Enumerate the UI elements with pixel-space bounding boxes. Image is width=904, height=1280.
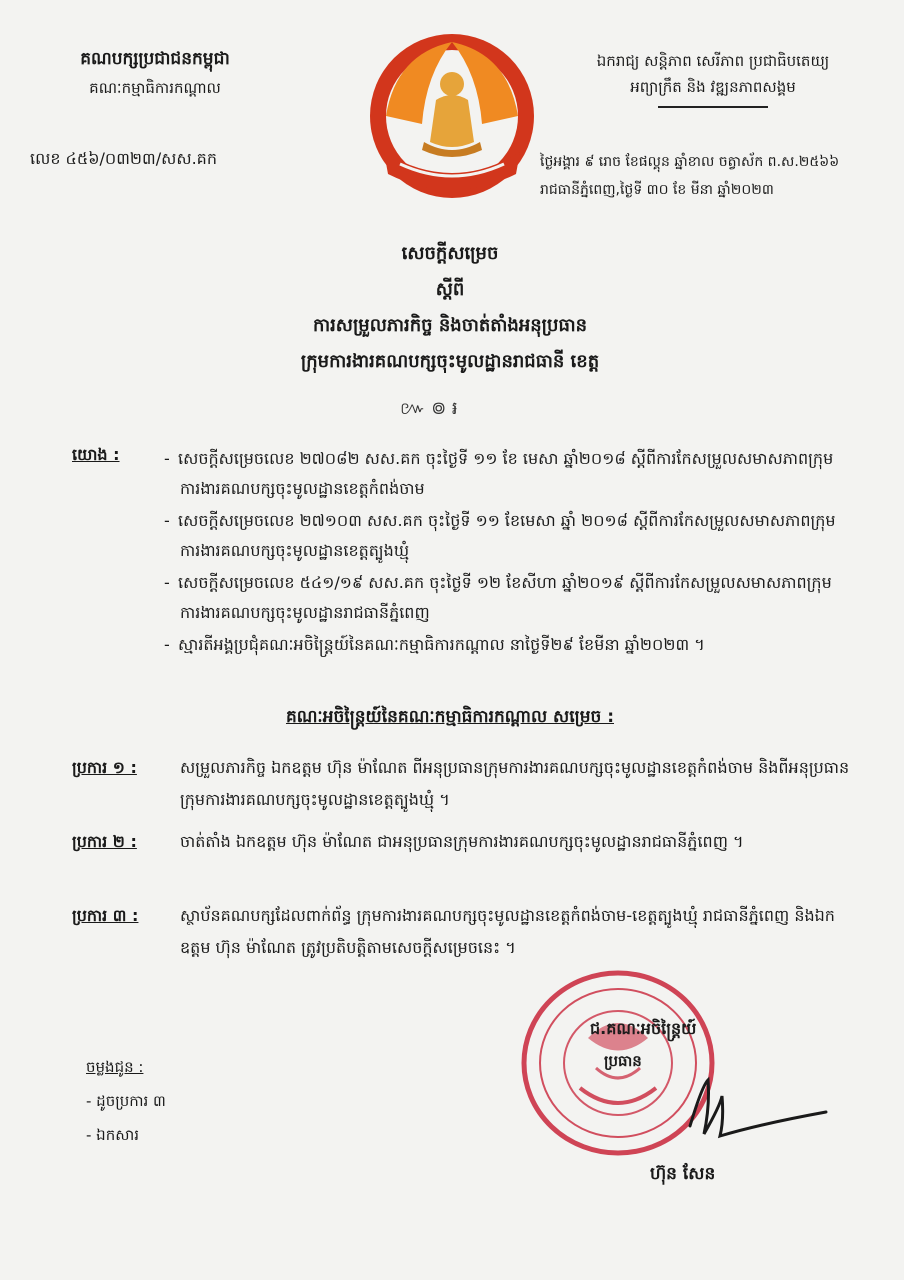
copies-item: - ដូចប្រការ ៣ xyxy=(86,1092,166,1110)
document-title xyxy=(150,236,750,380)
motto-line-2: អព្យាក្រឹត និង វឌ្ឍនភាពសង្គម xyxy=(630,78,796,96)
reference-item: - សេចក្តីសម្រេចលេខ ៥៤១/១៩ សស.គក ចុះថ្ងៃទី ១២ ខែសីហា ឆ្នាំ២០១៩ ស្តីពីការកែសម្រួលសមាសភាពក្រុមការងារគណបក្សចុះមូលដ្ឋានរាជធានីភ្នំពេញ xyxy=(164,573,832,622)
header-left xyxy=(30,48,280,101)
lunar-date: ថ្ងៃអង្គារ ៩ រោច ខែផល្គុន ឆ្នាំខាល ចត្វាស័ក ព.ស.២៥៦៦ xyxy=(540,154,840,170)
signatory-name: ហ៊ុន សែន xyxy=(650,1164,716,1184)
motto-line-1: ឯករាជ្យ សន្តិភាព សេរីភាព ប្រជាធិបតេយ្យ xyxy=(596,52,830,70)
title-line-4: ក្រុមការងារគណបក្សចុះមូលដ្ឋានរាជធានី ខេត្ត xyxy=(300,351,600,372)
references-section xyxy=(72,444,852,662)
article-text: ចាត់តាំង ឯកឧត្តម ហ៊ុន ម៉ាណែត ជាអនុប្រធានក្រុមការងារគណបក្សចុះមូលដ្ឋានរាជធានីភ្នំពេញ ។ xyxy=(180,832,744,851)
reference-item: - សេចក្តីសម្រេចលេខ ២៧១០៣ សស.គក ចុះថ្ងៃទី ១១ ខែមេសា ឆ្នាំ ២០១៨ ស្តីពីការកែសម្រួលសមាសភាពក្រុមការងារគណបក្សចុះមូលដ្ឋានខេត្តត្បូងឃ្មុំ xyxy=(164,511,836,560)
signatory-role: ប្រធាន xyxy=(604,1052,642,1070)
dateline xyxy=(540,148,880,204)
article-label: ប្រការ ១ : xyxy=(72,758,137,777)
title-flourish: ៚ ៙ ៛ xyxy=(400,398,458,419)
reference-item: - ស្មារតីអង្គប្រជុំគណៈអចិន្ត្រៃយ៍នៃគណៈកម្មាធិការកណ្តាល នាថ្ងៃទី២៩ ខែមីនា ឆ្នាំ២០២៣ ។ xyxy=(164,635,705,654)
party-name: គណបក្សប្រជាជនកម្ពុជា xyxy=(80,49,230,69)
reference-number: លេខ ៤៥៦/០៣២៣/សស.គក xyxy=(30,149,217,168)
copies-label: ចម្លងជូន : xyxy=(86,1058,144,1076)
party-logo xyxy=(366,24,538,202)
committee-name: គណៈកម្មាធិការកណ្តាល xyxy=(89,79,221,97)
handwritten-signature xyxy=(650,1076,830,1146)
copies-item: - ឯកសារ xyxy=(86,1126,140,1144)
title-line-2: ស្តីពី xyxy=(435,279,465,300)
motto-divider xyxy=(658,106,768,108)
title-line-3: ការសម្រួលភារកិច្ច និងចាត់តាំងអនុប្រធាន xyxy=(312,315,588,336)
article-2 xyxy=(72,826,852,858)
article-label: ប្រការ ៣ : xyxy=(72,906,139,925)
reference-item: - សេចក្តីសម្រេចលេខ ២៧០៨២ សស.គក ចុះថ្ងៃទី ១១ ខែ មេសា ឆ្នាំ២០១៨ ស្តីពីការកែសម្រួលសមាសភាពក្រុមការងារគណបក្សចុះមូលដ្ឋានខេត្តកំពង់ចាម xyxy=(164,449,834,498)
article-label: ប្រការ ២ : xyxy=(72,832,137,851)
article-text: ស្ថាប័នគណបក្សដែលពាក់ព័ន្ធ ក្រុមការងារគណបក្សចុះមូលដ្ឋានខេត្តកំពង់ចាម-ខេត្តត្បូងឃ្មុំ រាជធានីភ្នំពេញ និងឯកឧត្តម ហ៊ុន ម៉ាណែត ត្រូវប្រតិបត្តិតាមសេចក្តីសម្រេចនេះ ។ xyxy=(180,906,835,957)
copies-section xyxy=(86,1050,166,1152)
decides-heading: គណៈអចិន្ត្រៃយ៍នៃគណៈកម្មាធិការកណ្តាល សម្រេច : xyxy=(285,707,614,727)
title-line-1: សេចក្តីសម្រេច xyxy=(401,243,499,264)
article-3 xyxy=(72,900,852,964)
header-right xyxy=(548,48,878,108)
article-text: សម្រួលភារកិច្ច ឯកឧត្តម ហ៊ុន ម៉ាណែត ពីអនុប្រធានក្រុមការងារគណបក្សចុះមូលដ្ឋានខេត្តកំពង់ចាម និងពីអនុប្រធានក្រុមការងារគណបក្សចុះមូលដ្ឋានខេត្តត្បូងឃ្មុំ ។ xyxy=(180,758,850,809)
issue-date: រាជធានីភ្នំពេញ,ថ្ងៃទី ៣០ ខែ មីនា ឆ្នាំ២០២៣ xyxy=(540,182,774,198)
references-label: យោង : xyxy=(72,445,120,464)
signatory-title: ជ.គណៈអចិន្ត្រៃយ៍ xyxy=(590,1019,697,1038)
article-1 xyxy=(72,752,852,816)
